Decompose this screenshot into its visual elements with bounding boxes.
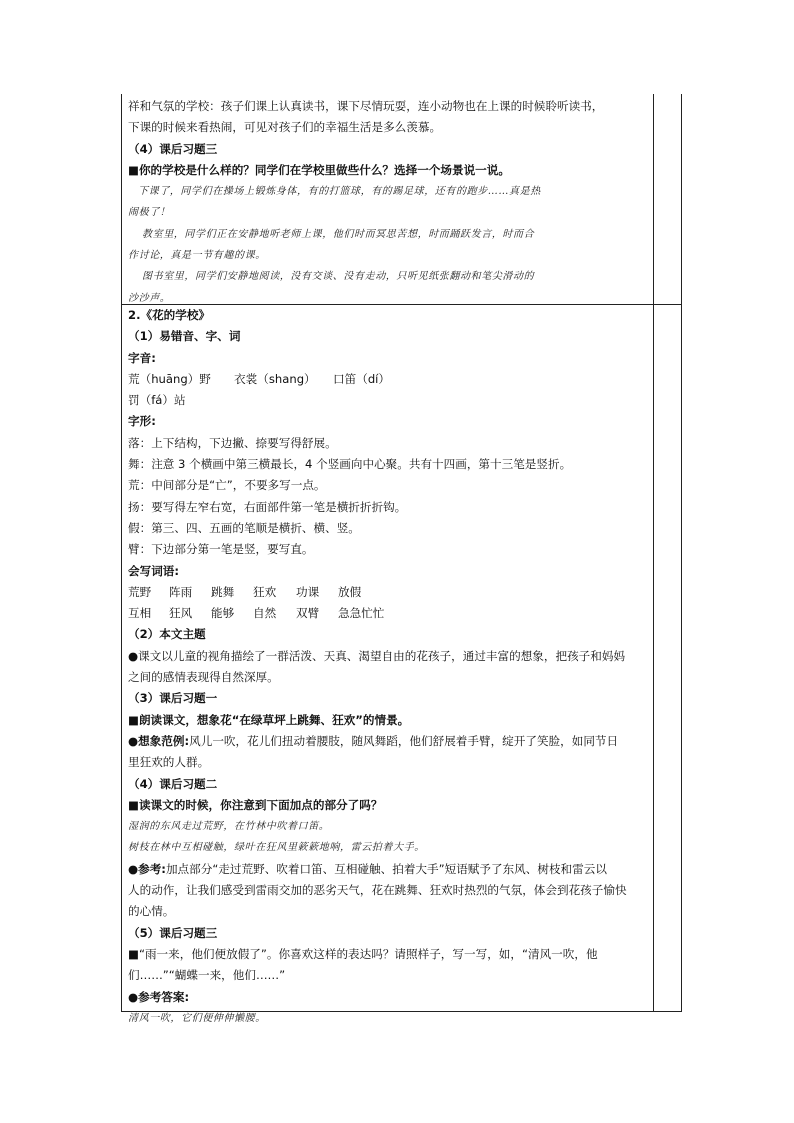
handwritten-answer: 作讨论，真是一节有趣的课。 bbox=[128, 250, 266, 262]
character-form-item: 落：上下结构，下边撇、捺要写得舒展。 bbox=[128, 435, 337, 450]
character-form-item: 舞：注意 3 个横画中第三横最长，4 个竖画向中心聚。共有十四画，第十三笔是竖折。 bbox=[128, 457, 572, 472]
word: 狂欢 bbox=[253, 584, 277, 599]
theme-line: 之间的感情表现得自然深厚。 bbox=[128, 670, 279, 685]
handwritten-answer: 图书室里，同学们安静地阅读，没有交谈、没有走动，只听见纸张翻动和笔尖滑动的 bbox=[142, 271, 535, 283]
handwritten-answer: 下课了，同学们在操场上锻炼身体，有的打篮球，有的踢足球，还有的跑步……真是热 bbox=[138, 186, 541, 198]
word: 阵雨 bbox=[169, 584, 193, 599]
handwritten-quote: 湿润的东风走过荒野，在竹林中吹着口笛。 bbox=[128, 821, 330, 833]
word-row bbox=[128, 582, 648, 603]
subsection-label: 字音: bbox=[128, 350, 156, 365]
pronunciation-line: 罚（fá）站 bbox=[128, 393, 186, 408]
reference-line: 的心情。 bbox=[128, 904, 175, 919]
exercise-question: ■你的学校是什么样的？同学们在学校里做些什么？选择一个场景说一说。 bbox=[128, 162, 510, 177]
example-text: 风儿一吹，花儿们扭动着腰肢，随风舞蹈，他们舒展着手臂，绽开了笑脸，如同节日 bbox=[189, 733, 619, 748]
character-form-item: 荒：中间部分是“亡”，不要多写一点。 bbox=[128, 478, 326, 493]
word: 急急忙忙 bbox=[338, 606, 385, 621]
lesson-cell-2 bbox=[128, 305, 648, 1029]
subsection-label: 会写词语: bbox=[128, 563, 180, 578]
paragraph-line: 祥和气氛的学校：孩子们课上认真读书，课下尽情玩耍，连小动物也在上课的时候聆听读书， bbox=[128, 99, 604, 113]
example-line bbox=[128, 731, 648, 752]
example-line: 里狂欢的人群。 bbox=[128, 755, 210, 770]
section-heading: （5）课后习题三 bbox=[128, 925, 218, 940]
paragraph-line: 下课的时候来看热闹，可见对孩子们的幸福生活是多么羡慕。 bbox=[128, 120, 442, 135]
handwritten-answer: 闹极了！ bbox=[128, 207, 171, 219]
word: 自然 bbox=[253, 606, 277, 621]
reference-label: ●参考: bbox=[128, 861, 166, 876]
section-heading: （4）课后习题二 bbox=[128, 776, 218, 791]
example-label: ●想象范例: bbox=[128, 733, 190, 748]
section-heading: （4）课后习题三 bbox=[128, 141, 218, 156]
word: 能够 bbox=[211, 606, 235, 621]
section-heading: （1）易错音、字、词 bbox=[128, 329, 241, 344]
word: 功课 bbox=[296, 584, 320, 599]
character-form-item: 扬：要写得左窄右宽，右面部件第一笔是横折折折钩。 bbox=[128, 499, 407, 514]
word: 放假 bbox=[338, 584, 362, 599]
exercise-question: ■朗读课文，想象花“在绿草坪上跳舞、狂欢”的情景。 bbox=[128, 712, 410, 727]
lesson-cell-1 bbox=[128, 96, 648, 309]
theme-line: ●课文以儿童的视角描绘了一群活泼、天真、渴望自由的花孩子，通过丰富的想象，把孩子和妈妈 bbox=[128, 648, 626, 663]
handwritten-answer: 教室里，同学们正在安静地听老师上课，他们时而冥思苦想，时而踊跃发言，时而合 bbox=[142, 228, 535, 240]
reference-text: 加点部分“走过荒野、吹着口笛、互相碰触、拍着大手”短语赋予了东风、树枝和雷云以 bbox=[165, 861, 607, 876]
exercise-question: 们……”“蝴蝶一来，他们……” bbox=[128, 968, 286, 983]
reference-line bbox=[128, 859, 648, 880]
exercise-question: ■读课文的时候，你注意到下面加点的部分了吗？ bbox=[128, 797, 383, 812]
word: 跳舞 bbox=[211, 584, 235, 599]
word: 互相 bbox=[128, 606, 152, 621]
subsection-label: 字形: bbox=[128, 414, 156, 429]
word: 双臂 bbox=[296, 606, 320, 621]
answer-label: ●参考答案: bbox=[128, 989, 190, 1004]
word: 狂风 bbox=[169, 606, 193, 621]
character-form-item: 臂：下边部分第一笔是竖，要写直。 bbox=[128, 542, 314, 557]
handwritten-quote: 树枝在林中互相碰触，绿叶在狂风里簌簌地响，雷云拍着大手。 bbox=[128, 842, 425, 854]
reference-line: 人的动作，让我们感受到雷雨交加的恶劣天气，花在跳舞、狂欢时热烈的气氛，体会到花孩子愉快 bbox=[128, 883, 627, 898]
handwritten-answer: 清风一吹，它们便伸伸懒腰。 bbox=[128, 1012, 266, 1024]
exercise-question: ■“雨一来，他们便放假了”。你喜欢这样的表达吗？请照样子，写一写，如，“清风一吹，他 bbox=[128, 946, 598, 961]
word-row bbox=[128, 603, 648, 624]
pronunciation-line: 荒（huāng）野 衣裳（shang） 口笛（dí） bbox=[128, 371, 390, 386]
section-heading: （2）本文主题 bbox=[128, 627, 206, 642]
word: 荒野 bbox=[128, 584, 152, 599]
section-heading: （3）课后习题一 bbox=[128, 691, 218, 706]
handwritten-answer: 沙沙声。 bbox=[128, 292, 171, 304]
lesson-title: 2.《花的学校》 bbox=[128, 308, 211, 322]
character-form-item: 假：第三、四、五画的笔顺是横折、横、竖。 bbox=[128, 520, 360, 535]
